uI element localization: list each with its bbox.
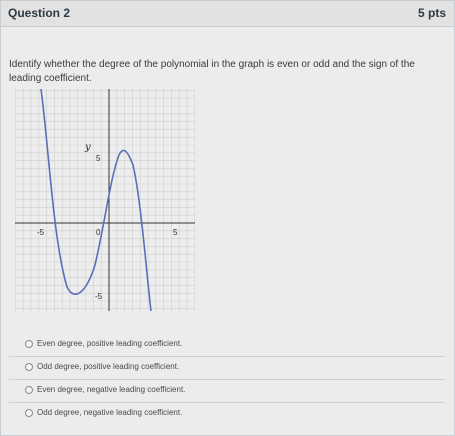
answer-option[interactable]	[9, 379, 445, 402]
radio-button[interactable]	[25, 386, 33, 394]
answer-label: Even degree, negative leading coefficient.	[37, 385, 186, 394]
answer-label: Odd degree, positive leading coefficient.	[37, 362, 180, 371]
polynomial-graph	[15, 89, 195, 311]
origin-label: 0	[96, 228, 101, 237]
y-tick-label-5: 5	[96, 154, 101, 163]
radio-button[interactable]	[25, 363, 33, 371]
answer-option[interactable]	[9, 402, 445, 425]
answer-option[interactable]	[9, 356, 445, 379]
question-points: 5 pts	[417, 6, 446, 20]
question-title: Question 2	[8, 6, 71, 20]
question-header	[1, 1, 454, 27]
radio-button[interactable]	[25, 340, 33, 348]
answer-label: Odd degree, negative leading coefficient.	[37, 408, 183, 417]
question-prompt: Identify whether the degree of the polynomial in the graph is even or odd and the sign of the leading coefficient.	[9, 59, 415, 84]
answer-label: Even degree, positive leading coefficient.	[37, 339, 183, 348]
y-tick-label-neg5: -5	[95, 292, 103, 301]
y-axis-label: y	[85, 142, 91, 153]
radio-button[interactable]	[25, 409, 33, 417]
x-tick-label-neg5: -5	[37, 228, 45, 237]
x-tick-label-5: 5	[173, 228, 178, 237]
answer-list	[9, 334, 445, 425]
answer-option[interactable]	[9, 334, 445, 356]
